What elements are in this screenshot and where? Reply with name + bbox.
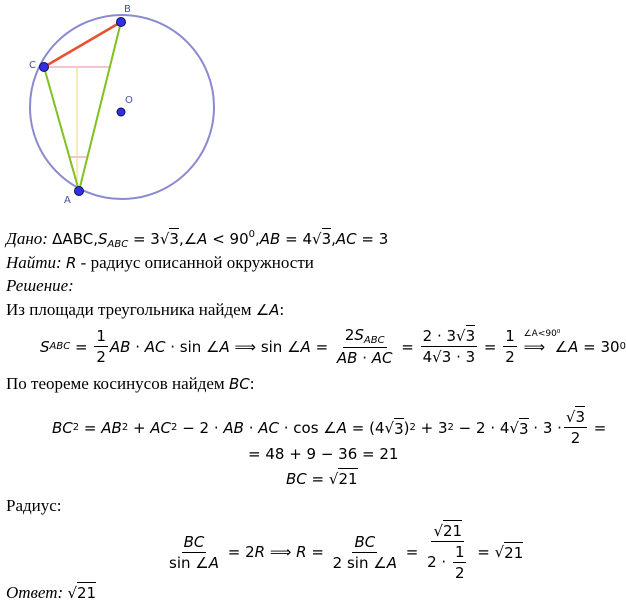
label-c: C <box>29 60 36 71</box>
step3-label: Радиус: <box>6 496 62 515</box>
answer-label: Ответ: <box>6 583 64 602</box>
step1-over-arrow: ∠A<90⁰ <box>523 328 561 339</box>
step2-line3: BC = √21 <box>286 470 358 488</box>
step1-formula: S ABC = $\frac{1}{2}$ AB · AC · sin ∠ A ⟹ sin ∠ A = $\frac{2S_{ABC}}{AB \cdot AC}$ = $\frac{2 \cdot 3√3}{4√3 \cdot 3}$ = $\frac{1}{2}$ ∠A<90⁰ ⟹ ∠ A = 30 0 <box>40 326 626 367</box>
solution-label: Решение: <box>6 276 74 295</box>
step2-line1: BC 2 = AB 2 + AC 2 − 2 · AB · AC · cos ∠ A = (4√ 3 ) 2 + 3 2 − 2 · 4√ 3 · 3 · $\frac{√3}{2}$ = <box>52 408 607 447</box>
point-b <box>117 18 126 27</box>
side-ab <box>79 22 121 191</box>
side-ac <box>44 67 79 191</box>
find-text: R - радиус описанной окружности <box>65 253 314 272</box>
circumcircle <box>30 15 214 199</box>
given-label: Дано: <box>6 229 48 248</box>
given-line <box>6 229 388 250</box>
step1-text: Из площади треугольника найдем ∠A: <box>6 300 285 319</box>
label-a: A <box>64 195 71 206</box>
step3-formula: $\frac{BC}{\sin \angle A}$ = 2 R ⟹ R = $\frac{BC}{2 \sin \angle A}$ = √21 2 · $\frac{1}{2}$ = √ 21 <box>169 522 524 582</box>
point-a <box>75 187 84 196</box>
geometry-figure <box>0 0 260 215</box>
find-label: Найти: <box>6 253 62 272</box>
point-c <box>40 63 49 72</box>
answer-value: √21 <box>67 584 97 602</box>
step2-line2: = 48 + 9 − 36 = 21 <box>248 445 399 463</box>
answer-line <box>6 583 96 603</box>
step2-text: По теореме косинусов найдем BC: <box>6 374 255 393</box>
label-o: O <box>125 95 133 106</box>
given-text: $\Delta ABC,S_{ABC}$ = 3√3,∠A < $90^0,AB = 4√3,AC = 3$ <box>52 229 389 250</box>
point-o <box>117 108 125 116</box>
find-line <box>6 253 314 273</box>
label-b: B <box>124 4 131 15</box>
